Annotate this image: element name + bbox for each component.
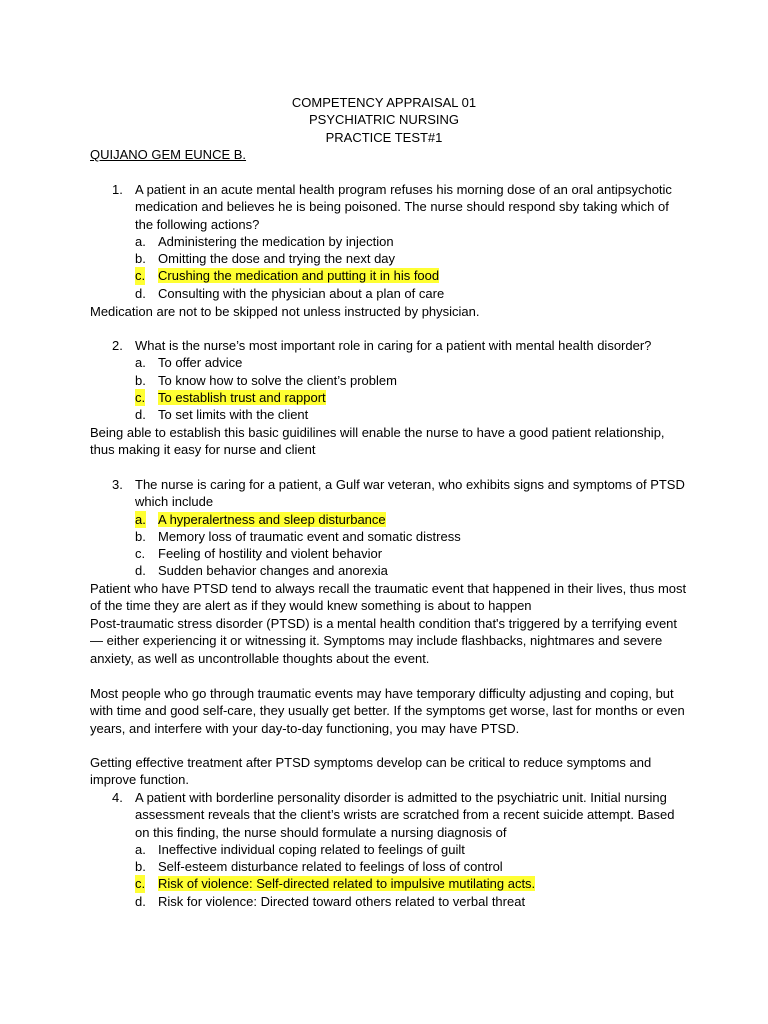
question-stem (90, 337, 690, 354)
option-text: Memory loss of traumatic event and somatic distress (158, 528, 461, 544)
option-a (90, 841, 690, 858)
option-text: Administering the medication by injection (158, 233, 394, 249)
option-letter: a. (135, 233, 146, 249)
option-letter: c. (135, 876, 146, 892)
highlighted-answer: Risk of violence: Self-directed related to impulsive mutilating acts. (158, 876, 536, 892)
option-letter: b. (135, 251, 146, 267)
explanation-2: Being able to establish this basic guidilines will enable the nurse to have a good patient relationship, thus making it easy for nurse and client (90, 425, 665, 458)
option-text: Ineffective individual coping related to feelings of guilt (158, 841, 465, 857)
option-text: Consulting with the physician about a plan of care (158, 285, 445, 301)
question-stem (90, 789, 690, 841)
option-text: Feeling of hostility and violent behavior (158, 546, 383, 562)
header-subject: PSYCHIATRIC NURSING (309, 112, 459, 128)
option-letter: d. (135, 893, 146, 909)
option-list (90, 511, 690, 580)
question-2 (90, 337, 690, 423)
question-text: A patient with borderline personality disorder is admitted to the psychiatric unit. Initial nursing assessment reveals that the client’s wrists are scratched from a recent suicide attempt. Based on this finding, the nurse should formulate a nursing diagnosis of (135, 790, 675, 840)
option-a-answer (90, 511, 690, 528)
option-letter: b. (135, 528, 146, 544)
question-1 (90, 181, 690, 302)
option-a (90, 354, 690, 371)
option-text: To offer advice (158, 355, 243, 371)
option-letter: d. (135, 563, 146, 579)
option-letter: b. (135, 372, 146, 388)
option-b (90, 250, 690, 267)
explanation-3: Patient who have PTSD tend to always recall the traumatic event that happened in their lives, thus most of the time they are alert as if they would knew something is about to happen (90, 581, 687, 614)
option-text: Sudden behavior changes and anorexia (158, 563, 388, 579)
option-a (90, 233, 690, 250)
option-d (90, 285, 690, 302)
question-number: 3. (112, 477, 123, 492)
highlighted-answer: Crushing the medication and putting it in his food (158, 268, 440, 284)
option-d (90, 562, 690, 579)
explanation-1: Medication are not to be skipped not unless instructed by physician. (90, 304, 480, 319)
question-number: 1. (112, 182, 123, 197)
option-letter: a. (135, 355, 146, 371)
option-text: Omitting the dose and trying the next day (158, 251, 396, 267)
option-text: To know how to solve the client’s problem (158, 372, 397, 388)
option-letter: c. (135, 268, 146, 284)
question-4 (90, 789, 690, 910)
highlighted-answer: To establish trust and rapport (158, 389, 326, 405)
highlighted-answer: A hyperalertness and sleep disturbance (158, 511, 386, 527)
option-text: Risk for violence: Directed toward others related to verbal threat (158, 893, 526, 909)
option-letter: a. (135, 511, 146, 527)
option-b (90, 858, 690, 875)
option-letter: c. (135, 389, 146, 405)
ptsd-definition-paragraph: Post-traumatic stress disorder (PTSD) is a mental health condition that's triggered by a terrifying event — either experiencing it or witnessing it. Symptoms may include flashbacks, nightmares and severe anxiety, as well as uncontrollable thoughts about the event. (90, 616, 678, 666)
question-3 (90, 476, 690, 580)
option-d (90, 893, 690, 910)
question-stem (90, 181, 690, 233)
option-list (90, 841, 690, 910)
header-test-name: PRACTICE TEST#1 (325, 129, 443, 145)
option-text: Self-esteem disturbance related to feelings of loss of control (158, 859, 503, 875)
option-letter: d. (135, 285, 146, 301)
question-number: 2. (112, 338, 123, 353)
question-text: What is the nurse’s most important role in caring for a patient with mental health disorder? (135, 338, 652, 353)
header-title: COMPETENCY APPRAISAL 01 (291, 95, 477, 110)
question-stem (90, 476, 690, 511)
document-header (0, 94, 768, 146)
option-c-answer (90, 267, 690, 284)
option-c-answer (90, 389, 690, 406)
option-letter: a. (135, 841, 146, 857)
option-b (90, 528, 690, 545)
option-c-answer (90, 875, 690, 892)
option-d (90, 406, 690, 423)
option-list (90, 233, 690, 302)
ptsd-treatment-paragraph: Getting effective treatment after PTSD symptoms develop can be critical to reduce symptoms and improve function. (90, 755, 652, 788)
question-number: 4. (112, 790, 123, 805)
option-letter: c. (135, 546, 146, 562)
option-list (90, 354, 690, 423)
question-text: A patient in an acute mental health program refuses his morning dose of an oral antipsychotic medication and believes he is being poisoned. The nurse should respond sby taking which of the following actions? (135, 182, 672, 232)
option-letter: d. (135, 407, 146, 423)
author-name: QUIJANO GEM EUNCE B. (90, 147, 247, 162)
ptsd-coping-paragraph: Most people who go through traumatic events may have temporary difficulty adjusting and coping, but with time and good self-care, they usually get better. If the symptoms get worse, last for months or even years, and interfere with your day-to-day functioning, you may have PTSD. (90, 686, 685, 736)
question-text: The nurse is caring for a patient, a Gulf war veteran, who exhibits signs and symptoms of PTSD which include (135, 477, 685, 510)
option-letter: b. (135, 859, 146, 875)
option-text: To set limits with the client (158, 407, 309, 423)
option-c (90, 545, 690, 562)
option-b (90, 372, 690, 389)
